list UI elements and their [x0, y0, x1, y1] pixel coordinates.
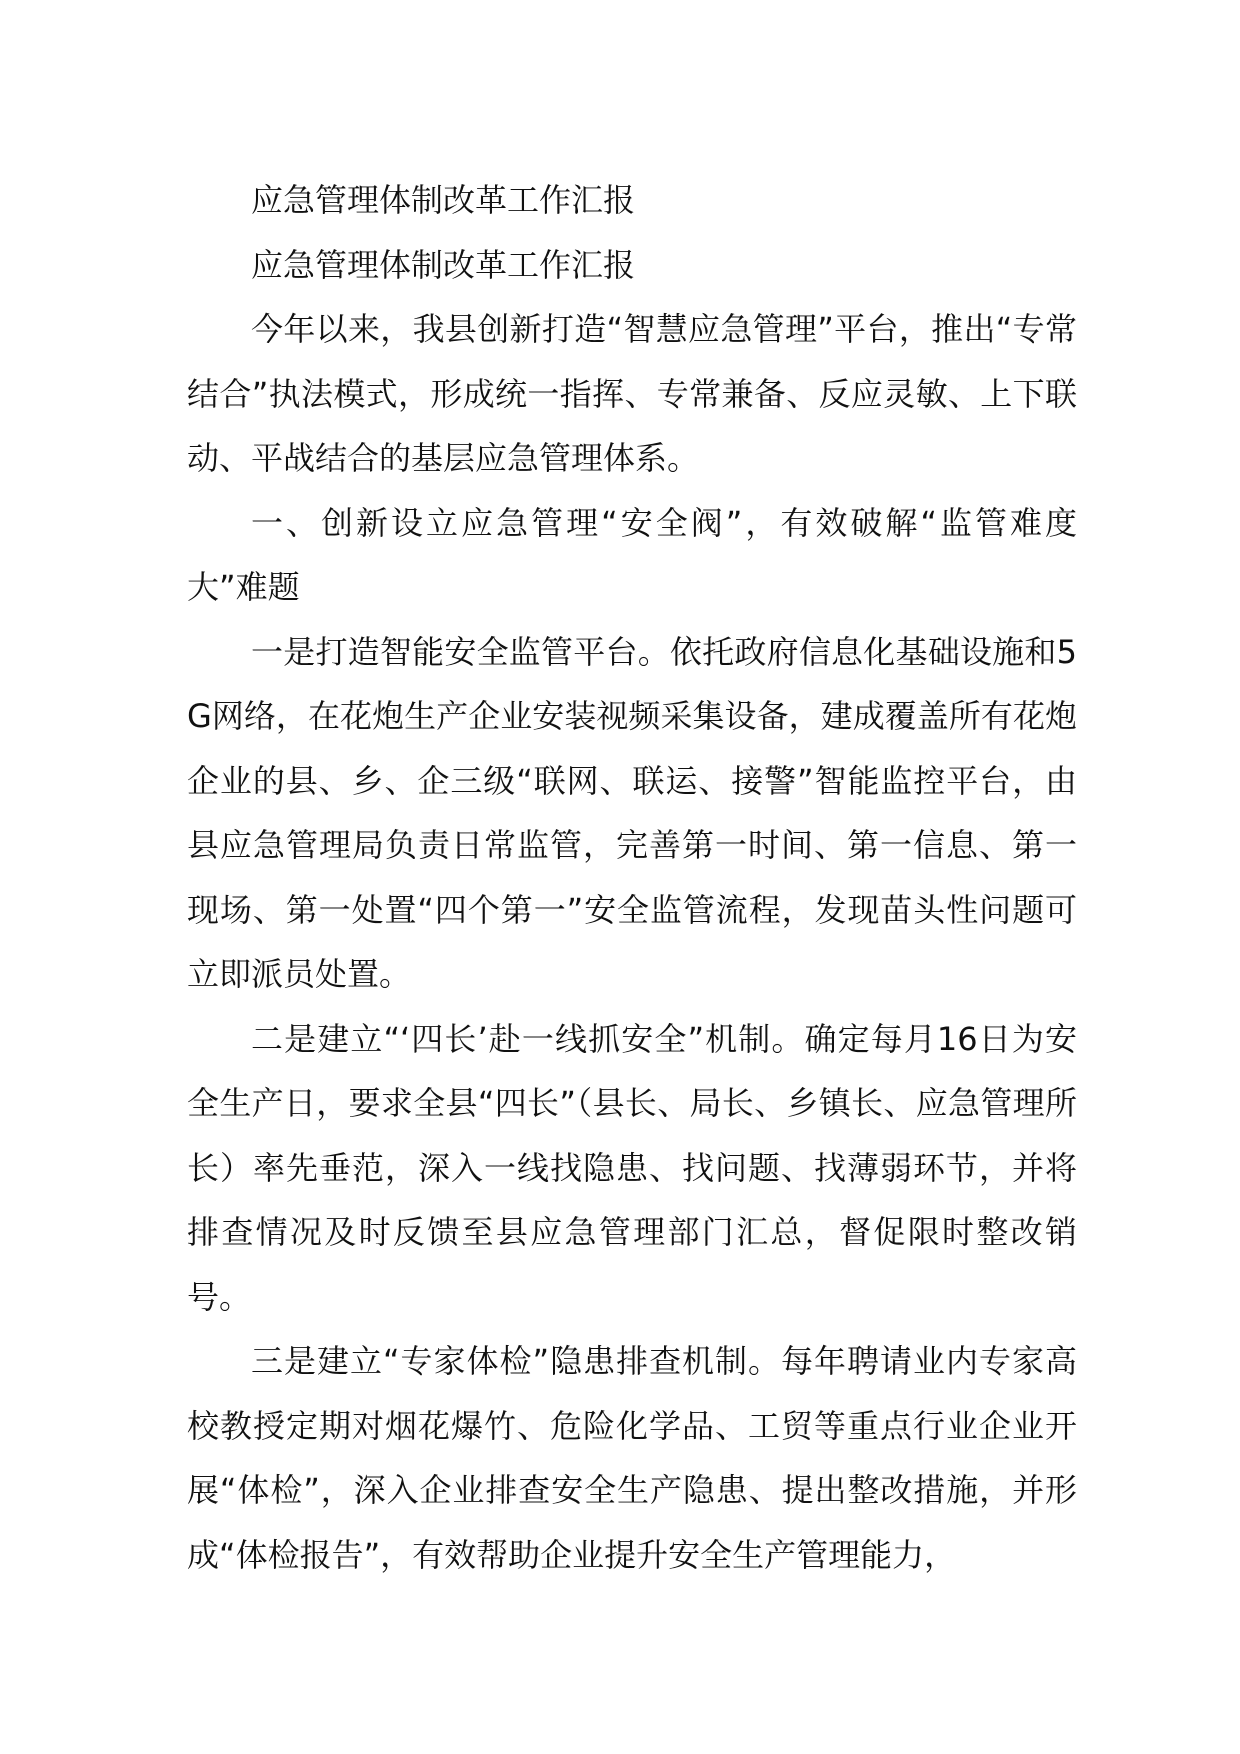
document-title: 应急管理体制改革工作汇报 [251, 181, 636, 219]
document-subtitle: 应急管理体制改革工作汇报 [251, 245, 636, 284]
intro-paragraph: 今年以来，我县创新打造“智慧应急管理”平台，推出“专常结合”执法模式，形成统一指挥、专常兼备、反应灵敏、上下联动、平战结合的基层应急管理体系。 [187, 310, 1077, 477]
body-paragraph: 二是建立“‘四长’赴一线抓安全”机制。确定每月16日为安全生产日，要求全县“四长”（县长、局长、乡镇长、应急管理所长）率先垂范，深入一线找隐患、找问题、找薄弱环节，并将排查情况及时反馈至县应急管理部门汇总，督促限时整改销号。 [187, 1019, 1077, 1316]
section-heading: 一、创新设立应急管理“安全阀”，有效破解“监管难度大”难题 [187, 503, 1077, 606]
body-paragraph: 一是打造智能安全监管平台。依托政府信息化基础设施和5G网络，在花炮生产企业安装视频采集设备，建成覆盖所有花炮企业的县、乡、企三级“联网、联运、接警”智能监控平台，由县应急管理局负责日常监管，完善第一时间、第一信息、第一现场、第一处置“四个第一”安全监管流程，发现苗头性问题可立即派员处置。 [187, 632, 1077, 993]
document-body [187, 168, 1077, 1587]
body-paragraph: 三是建立“专家体检”隐患排查机制。每年聘请业内专家高校教授定期对烟花爆竹、危险化学品、工贸等重点行业企业开展“体检”，深入企业排查安全生产隐患、提出整改措施，并形成“体检报告”，有效帮助企业提升安全生产管理能力， [187, 1342, 1077, 1574]
